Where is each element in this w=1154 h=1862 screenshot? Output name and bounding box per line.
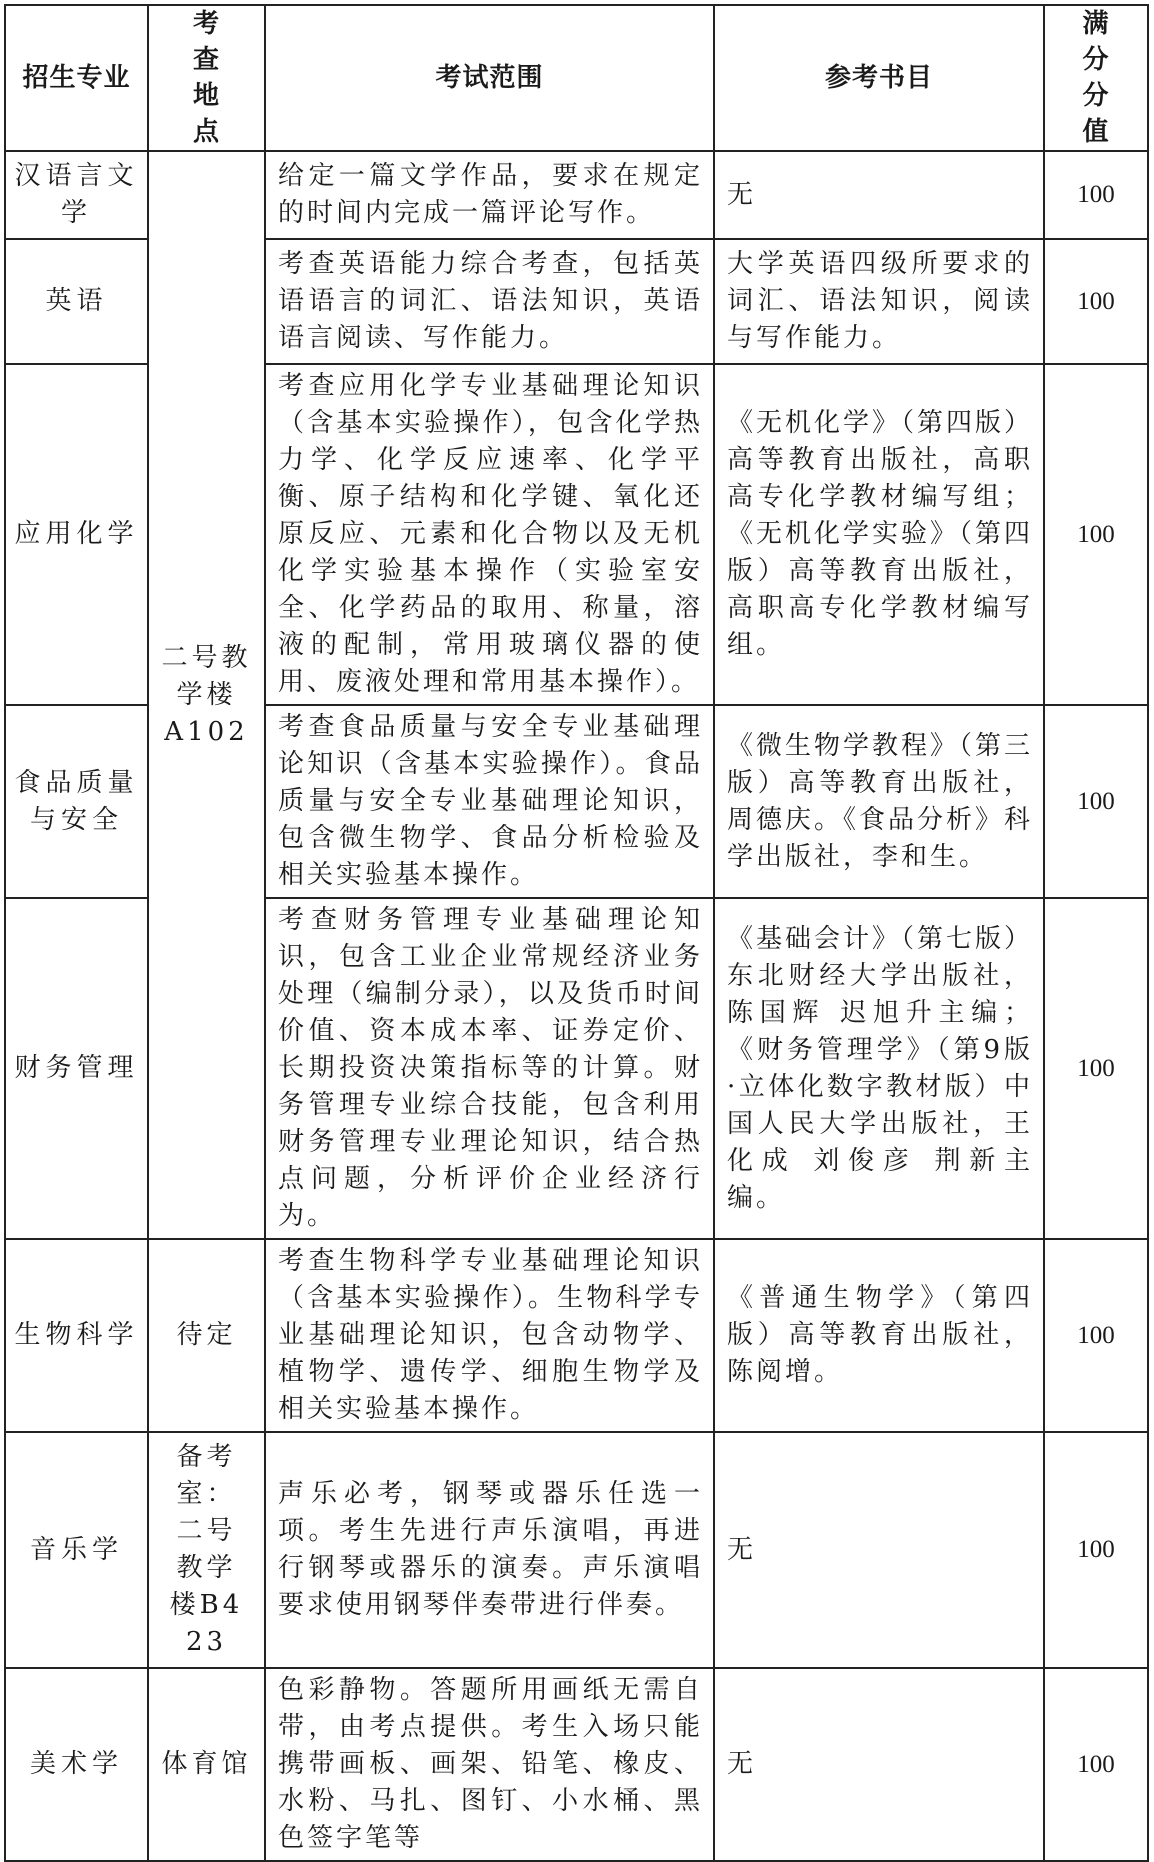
books-cell: 《基础会计》（第七版）东北财经大学出版社，陈国辉 迟旭升主编；《财务管理学》（第9版·立体化数字教材版）中国人民大学出版社，王化成 刘俊彦 荆新主编。 [714, 898, 1044, 1239]
score-cell: 100 [1044, 898, 1148, 1239]
score-cell: 100 [1044, 364, 1148, 705]
scope-cell: 考查应用化学专业基础理论知识（含基本实验操作），包含化学热力学、化学反应速率、化学平衡、原子结构和化学键、氧化还原反应、元素和化合物以及无机化学实验基本操作（实验室安全、化学药品的取用、称量，溶液的配制，常用玻璃仪器的使用、废液处理和常用基本操作）。 [265, 364, 714, 705]
location-cell: 备考室：二号教学楼B423 [148, 1432, 265, 1668]
location-cell: 待定 [148, 1239, 265, 1432]
header-score: 满分分值 [1044, 5, 1148, 151]
location-cell: 体育馆 [148, 1668, 265, 1861]
table-row [5, 1668, 1148, 1861]
table-row [5, 1239, 1148, 1432]
scope-cell: 声乐必考，钢琴或器乐任选一项。考生先进行声乐演唱，再进行钢琴或器乐的演奏。声乐演唱要求使用钢琴伴奏带进行伴奏。 [265, 1432, 714, 1668]
major-cell: 应用化学 [5, 364, 148, 705]
scope-cell: 考查英语能力综合考查，包括英语语言的词汇、语法知识，英语语言阅读、写作能力。 [265, 239, 714, 364]
score-cell: 100 [1044, 239, 1148, 364]
books-cell: 大学英语四级所要求的词汇、语法知识，阅读与写作能力。 [714, 239, 1044, 364]
major-cell: 美术学 [5, 1668, 148, 1861]
header-major: 招生专业 [5, 5, 148, 151]
scope-cell: 考查生物科学专业基础理论知识（含基本实验操作）。生物科学专业基础理论知识，包含动物学、植物学、遗传学、细胞生物学及相关实验基本操作。 [265, 1239, 714, 1432]
scope-cell: 给定一篇文学作品，要求在规定的时间内完成一篇评论写作。 [265, 151, 714, 239]
header-location: 考查地点 [148, 5, 265, 151]
header-row [5, 5, 1148, 151]
books-cell: 无 [714, 1668, 1044, 1861]
major-cell: 财务管理 [5, 898, 148, 1239]
books-cell: 无 [714, 1432, 1044, 1668]
header-books: 参考书目 [714, 5, 1044, 151]
major-cell: 汉语言文学 [5, 151, 148, 239]
books-cell: 《微生物学教程》（第三版）高等教育出版社，周德庆。《食品分析》科学出版社，李和生。 [714, 705, 1044, 898]
scope-cell: 色彩静物。答题所用画纸无需自带，由考点提供。考生入场只能携带画板、画架、铅笔、橡皮、水粉、马扎、图钉、小水桶、黑色签字笔等 [265, 1668, 714, 1861]
score-cell: 100 [1044, 705, 1148, 898]
books-cell: 《无机化学》（第四版）高等教育出版社，高职高专化学教材编写组；《无机化学实验》（第四版）高等教育出版社，高职高专化学教材编写组。 [714, 364, 1044, 705]
score-cell: 100 [1044, 151, 1148, 239]
books-cell: 无 [714, 151, 1044, 239]
major-cell: 食品质量与安全 [5, 705, 148, 898]
table-row [5, 151, 1148, 239]
major-cell: 英语 [5, 239, 148, 364]
score-cell: 100 [1044, 1668, 1148, 1861]
table-row [5, 1432, 1148, 1668]
major-cell: 生物科学 [5, 1239, 148, 1432]
score-cell: 100 [1044, 1432, 1148, 1668]
admission-exam-table [4, 4, 1149, 1862]
major-cell: 音乐学 [5, 1432, 148, 1668]
location-cell-shared: 二号教学楼A102 [148, 151, 265, 1239]
books-cell: 《普通生物学》（第四版）高等教育出版社，陈阅增。 [714, 1239, 1044, 1432]
scope-cell: 考查财务管理专业基础理论知识，包含工业企业常规经济业务处理（编制分录），以及货币时间价值、资本成本率、证券定价、长期投资决策指标等的计算。财务管理专业综合技能，包含利用财务管理专业理论知识，结合热点问题，分析评价企业经济行为。 [265, 898, 714, 1239]
score-cell: 100 [1044, 1239, 1148, 1432]
header-scope: 考试范围 [265, 5, 714, 151]
scope-cell: 考查食品质量与安全专业基础理论知识（含基本实验操作）。食品质量与安全专业基础理论知识，包含微生物学、食品分析检验及相关实验基本操作。 [265, 705, 714, 898]
